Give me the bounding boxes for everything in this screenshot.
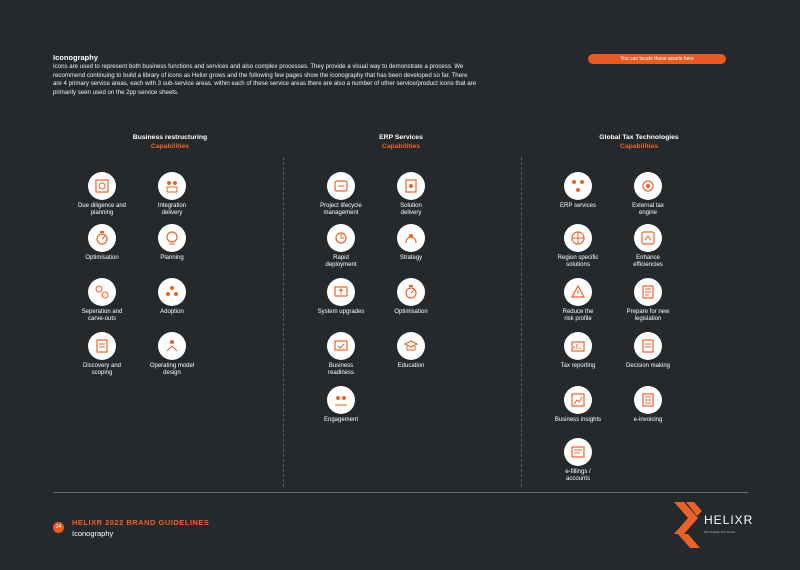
capability-label xyxy=(301,309,381,316)
capability-item xyxy=(538,172,618,210)
logo-wordmark: HELIXR xyxy=(704,513,754,527)
capability-item xyxy=(538,224,618,269)
capability-label-line: External tax xyxy=(632,203,664,209)
intro-line: primarily seen used on the 2pp service sheets. xyxy=(53,88,179,96)
capability-label xyxy=(301,203,381,217)
capability-label xyxy=(132,255,212,262)
strategy-icon xyxy=(397,224,425,252)
column-title: Business restructuring xyxy=(132,134,208,141)
lifecycle-icon xyxy=(327,172,355,200)
capability-label-line: delivery xyxy=(400,210,422,216)
erp-services-icon xyxy=(564,172,592,200)
capability-label-line: System upgrades xyxy=(317,309,365,315)
logo-tagline: We Simplify The Future xyxy=(704,530,736,534)
capability-label-line: Due diligence and xyxy=(77,203,127,209)
capability-label xyxy=(608,417,688,424)
capability-item xyxy=(608,332,688,370)
capability-label xyxy=(538,363,618,370)
capability-label-line: delivery xyxy=(161,210,183,216)
capability-label-line: Engagement xyxy=(323,417,359,423)
capability-item xyxy=(371,278,451,316)
system-upgrades-icon xyxy=(327,278,355,306)
tax-engine-icon xyxy=(634,172,662,200)
capability-label-line: Strategy xyxy=(399,255,423,261)
invoice-icon xyxy=(634,386,662,414)
capability-item xyxy=(301,386,381,424)
capability-item xyxy=(301,172,381,217)
column-subtitle: Capabilities xyxy=(619,143,659,150)
capability-label-line: design xyxy=(163,370,181,376)
capability-label-line: readiness xyxy=(327,370,354,376)
capability-label-line: e-invoicing xyxy=(633,417,663,423)
capability-label-line: risk profile xyxy=(564,316,592,322)
capability-label xyxy=(301,363,381,377)
optimisation-icon xyxy=(397,278,425,306)
capability-label-line: management xyxy=(323,210,359,216)
capability-item xyxy=(608,386,688,424)
capability-label-line: Project lifecycle xyxy=(320,203,362,209)
capability-label-line: Seperation and xyxy=(81,309,123,315)
capability-label xyxy=(608,255,688,269)
capability-item xyxy=(301,332,381,377)
capability-label xyxy=(608,203,688,217)
capability-label xyxy=(62,255,142,262)
capability-label-line: Optimisation xyxy=(394,309,428,315)
locate-assets-button[interactable]: You can locate these assets here xyxy=(588,54,726,64)
capability-label xyxy=(301,417,381,424)
footer-divider xyxy=(53,492,748,493)
capability-label xyxy=(62,309,142,323)
footer-subtitle: Iconography xyxy=(72,529,114,538)
capability-item xyxy=(371,332,451,370)
separation-icon xyxy=(88,278,116,306)
capability-label-line: Operating model xyxy=(149,363,195,369)
capability-item xyxy=(62,278,142,323)
capability-label-line: Enhance xyxy=(636,255,660,261)
intro-section xyxy=(53,53,563,97)
capability-label-line: scoping xyxy=(91,370,113,376)
efficiency-icon xyxy=(634,224,662,252)
column-header-erp-services xyxy=(311,133,491,151)
column-header-business-restructuring xyxy=(80,133,260,151)
capability-label xyxy=(538,417,618,424)
column-subtitle: Capabilities xyxy=(381,143,421,150)
capability-label-line: Planning xyxy=(160,255,184,261)
integration-icon xyxy=(158,172,186,200)
capability-label-line: Solution xyxy=(400,203,422,209)
capability-label-line: Rapid xyxy=(333,255,349,261)
capability-label xyxy=(371,255,451,262)
optimisation-icon xyxy=(88,224,116,252)
risk-icon xyxy=(564,278,592,306)
column-title: Global Tax Technologies xyxy=(599,134,679,141)
filing-icon xyxy=(564,438,592,466)
column-title: ERP Services xyxy=(379,134,423,141)
capability-label xyxy=(538,309,618,323)
capability-item xyxy=(538,332,618,370)
capability-item xyxy=(371,172,451,217)
capability-item xyxy=(538,278,618,323)
capability-item xyxy=(538,438,618,483)
capability-label xyxy=(62,363,142,377)
column-subtitle: Capabilities xyxy=(150,143,190,150)
capability-label xyxy=(62,203,142,217)
capability-label-line: efficiencies xyxy=(633,262,663,268)
capability-label-line: e-fillings / xyxy=(565,469,591,475)
education-icon xyxy=(397,332,425,360)
intro-line: Icons are used to represent both business functions and services and also complex processes. They provide a visual way to demonstrate a process. We xyxy=(53,63,464,70)
capability-label-line: Tax reporting xyxy=(560,363,596,369)
capability-label-line: Adoption xyxy=(160,309,184,315)
capability-label-line: Optimisation xyxy=(85,255,119,261)
capability-label-line: Prepare for new xyxy=(626,309,670,315)
capability-label xyxy=(132,309,212,316)
capability-item xyxy=(62,332,142,377)
legislation-icon xyxy=(634,278,662,306)
capability-label-line: accounts xyxy=(565,476,590,482)
capability-label-line: Business xyxy=(328,363,354,369)
capability-label-line: Region specific xyxy=(557,255,599,261)
capability-item xyxy=(62,172,142,217)
adoption-icon xyxy=(158,278,186,306)
capability-label-line: solutions xyxy=(566,262,590,268)
capability-label-line: deployment xyxy=(325,262,357,268)
capability-label xyxy=(301,255,381,269)
discovery-icon xyxy=(88,332,116,360)
capability-item xyxy=(608,224,688,269)
globe-icon xyxy=(564,224,592,252)
capability-label xyxy=(608,309,688,323)
capability-label xyxy=(371,363,451,370)
capability-label xyxy=(538,203,618,210)
capability-item xyxy=(608,172,688,217)
capability-item xyxy=(301,224,381,269)
column-divider xyxy=(283,157,284,487)
capability-label xyxy=(538,469,618,483)
capability-item xyxy=(132,224,212,262)
column-divider xyxy=(521,157,522,487)
planning-icon xyxy=(158,224,186,252)
engagement-icon xyxy=(327,386,355,414)
capability-item xyxy=(62,224,142,262)
capability-item xyxy=(132,278,212,316)
intro-title: Iconography xyxy=(53,53,99,62)
intro-line: recommend continuing to build a library of icons as Helixr grows and the following few pages show the iconography that has been developed so far. There xyxy=(53,71,468,79)
capability-label xyxy=(371,309,451,316)
rapid-deployment-icon xyxy=(327,224,355,252)
capability-item xyxy=(132,332,212,377)
due-diligence-icon xyxy=(88,172,116,200)
capability-label-line: Education xyxy=(397,363,425,369)
capability-label-line: ERP services xyxy=(560,203,596,209)
capability-label-line: Decision making xyxy=(625,363,671,369)
capability-label-line: engine xyxy=(638,210,658,216)
capability-label-line: Discovery and xyxy=(82,363,121,369)
capability-item xyxy=(371,224,451,262)
intro-line: are 4 primary service areas, each with 3 sub-service areas. within each of these service areas there are also a number of other service/product icons that are xyxy=(53,80,477,88)
capability-label-line: Integration xyxy=(157,203,187,209)
capability-label-line: planning xyxy=(90,210,114,216)
capability-label xyxy=(371,203,451,217)
column-header-global-tax xyxy=(549,133,729,151)
footer-title: HELIXR 2022 BRAND GUIDELINES xyxy=(72,518,210,527)
capability-label xyxy=(132,203,212,217)
capability-item xyxy=(132,172,212,217)
capability-label-line: Business insights xyxy=(554,417,602,423)
capability-label-line: legislation xyxy=(634,316,662,322)
capability-item xyxy=(301,278,381,316)
insights-icon xyxy=(564,386,592,414)
business-readiness-icon xyxy=(327,332,355,360)
decision-icon xyxy=(634,332,662,360)
capability-label xyxy=(608,363,688,370)
tax-reporting-icon xyxy=(564,332,592,360)
page-number: 34 xyxy=(53,522,64,533)
intro-body xyxy=(53,63,563,97)
capability-item xyxy=(538,386,618,424)
capability-item xyxy=(608,278,688,323)
capability-label-line: Reduce the xyxy=(562,309,594,315)
operating-model-icon xyxy=(158,332,186,360)
solution-icon xyxy=(397,172,425,200)
capability-label xyxy=(538,255,618,269)
capability-label xyxy=(132,363,212,377)
capability-label-line: carve-outs xyxy=(87,316,116,322)
